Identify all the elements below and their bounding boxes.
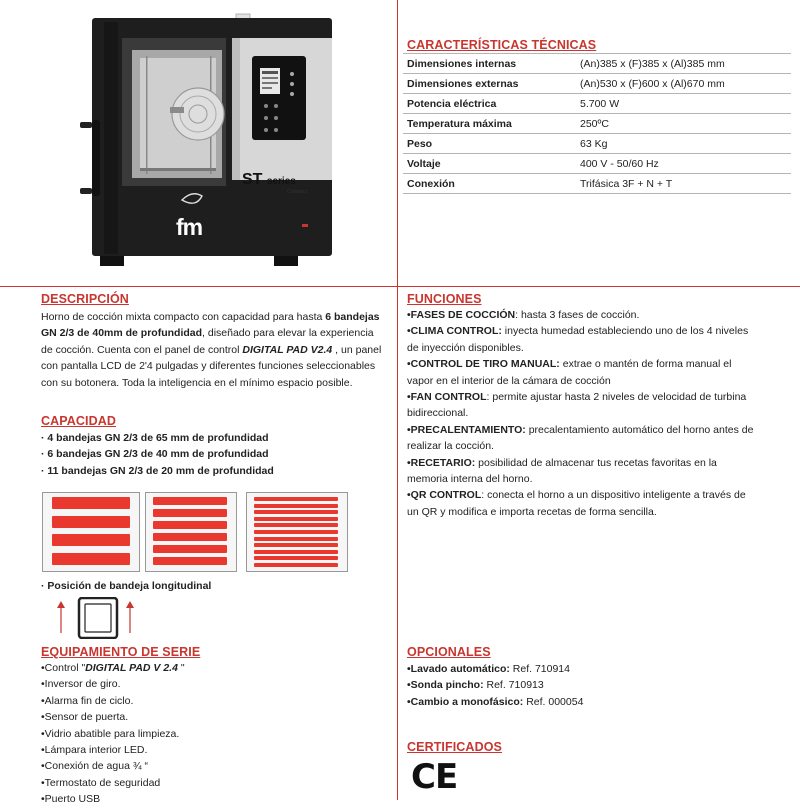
funciones-list	[407, 307, 757, 520]
spec-key: Voltaje	[403, 154, 576, 174]
spec-row	[403, 114, 791, 134]
tray	[254, 556, 338, 560]
funcion-item: •FASES DE COCCIÓN: hasta 3 fases de cocción.	[407, 309, 640, 321]
tray	[254, 563, 338, 567]
tray	[254, 517, 338, 521]
spec-value: Trifásica 3F + N + T	[576, 174, 791, 194]
funcion-item: •CONTROL DE TIRO MANUAL: extrae o mantén de forma manual el vapor en el interior de la cámara de cocción	[407, 358, 732, 387]
opcional-item: •Cambio a monofásico: Ref. 000054	[407, 695, 584, 708]
tray	[254, 523, 338, 527]
funcion-item: •CLIMA CONTROL: inyecta humedad estableciendo uno de los 4 niveles de inyección disponibles.	[407, 325, 749, 354]
descripcion-heading: DESCRIPCIÓN	[41, 292, 129, 306]
equipamiento-item: •Conexión de agua ¾ “	[41, 760, 148, 773]
certificados-heading: CERTIFICADOS	[407, 740, 502, 754]
ce-mark: CE	[411, 757, 458, 797]
tray	[254, 550, 338, 554]
equipamiento-item: •Inversor de giro.	[41, 678, 121, 691]
spec-value: 5.700 W	[576, 94, 791, 114]
funcion-item: •PRECALENTAMIENTO: precalentamiento automático del horno antes de realizar la cocción.	[407, 423, 754, 453]
tray	[254, 530, 338, 534]
tray	[52, 553, 130, 565]
equipamiento-item: •Sensor de puerta.	[41, 711, 129, 724]
spec-key: Conexión	[403, 174, 576, 194]
tray	[153, 545, 227, 553]
tray	[153, 557, 227, 565]
equipamiento-item: •Control "DIGITAL PAD V 2.4 "	[41, 662, 185, 674]
equipamiento-list	[41, 660, 185, 808]
series-sub-label: Compact	[287, 189, 308, 195]
tray	[52, 516, 130, 528]
capacidad-item: · 6 bandejas GN 2/3 de 40 mm de profundidad	[41, 448, 269, 461]
opcionales-heading: OPCIONALES	[407, 645, 491, 659]
spec-value: (An)385 x (F)385 x (Al)385 mm	[576, 54, 791, 74]
capacidad-item: · 4 bandejas GN 2/3 de 65 mm de profundidad	[41, 432, 269, 444]
funciones-heading: FUNCIONES	[407, 292, 482, 306]
capacidad-heading: CAPACIDAD	[41, 414, 116, 428]
spec-key: Temperatura máxima	[403, 114, 576, 134]
spec-value: 63 Kg	[576, 134, 791, 154]
tray	[153, 509, 227, 517]
capacidad-item: · 11 bandejas GN 2/3 de 20 mm de profundidad	[41, 464, 274, 477]
spec-row	[403, 174, 791, 194]
tray	[254, 510, 338, 514]
spec-row	[403, 54, 791, 74]
specs-heading: CARACTERÍSTICAS TÉCNICAS	[407, 38, 597, 52]
tray	[254, 543, 338, 547]
spec-key: Potencia eléctrica	[403, 94, 576, 114]
opcional-item: •Sonda pincho: Ref. 710913	[407, 679, 544, 692]
series-label: ST series	[242, 171, 296, 188]
spec-row	[403, 134, 791, 154]
equipamiento-item: •Vidrio abatible para limpieza.	[41, 727, 180, 740]
spec-value: 250ºC	[576, 114, 791, 134]
divider-vertical-bottom	[397, 287, 398, 800]
tray	[52, 497, 130, 509]
spec-row	[403, 74, 791, 94]
tray	[254, 497, 338, 501]
equipamiento-item: •Lámpara interior LED.	[41, 744, 148, 757]
opcionales-list	[407, 661, 583, 710]
equipamiento-item: •Puerto USB	[41, 793, 101, 806]
spec-key: Dimensiones externas	[403, 74, 576, 94]
tray	[153, 497, 227, 505]
tray	[254, 537, 338, 541]
tray-position-diagram	[52, 597, 142, 639]
equipamiento-item: •Termostato de seguridad	[41, 776, 161, 789]
posicion-label: · Posición de bandeja longitudinal	[41, 580, 212, 592]
equipamiento-item: •Alarma fin de ciclo.	[41, 694, 134, 707]
tray	[52, 534, 130, 546]
spec-key: Peso	[403, 134, 576, 154]
divider-horizontal	[0, 286, 800, 287]
spec-key: Dimensiones internas	[403, 54, 576, 74]
spec-row	[403, 154, 791, 174]
oven-illustration	[70, 10, 338, 272]
funcion-item: •RECETARIO: posibilidad de almacenar tus recetas favoritas en la memoria interna del horno.	[407, 456, 717, 486]
equipamiento-heading: EQUIPAMIENTO DE SERIE	[41, 645, 201, 659]
capacidad-list	[41, 430, 274, 479]
tray	[254, 504, 338, 508]
funcion-item: •FAN CONTROL: permite ajustar hasta 2 niveles de velocidad de turbina bidireccional.	[407, 391, 747, 420]
specs-table	[403, 53, 791, 194]
tray	[153, 521, 227, 529]
tray	[153, 533, 227, 541]
divider-vertical-top	[397, 0, 398, 286]
brand-logo: fm	[176, 214, 203, 240]
spec-row	[403, 94, 791, 114]
opcional-item: •Lavado automático: Ref. 710914	[407, 663, 570, 675]
spec-value: 400 V - 50/60 Hz	[576, 154, 791, 174]
funcion-item: •QR CONTROL: conecta el horno a un dispositivo inteligente a través de un QR y modifica e importa recetas de forma sencilla.	[407, 489, 746, 518]
descripcion-text: Horno de cocción mixta compacto con capacidad para hasta 6 bandejas GN 2/3 de 40mm de profundidad, diseñado para elevar la experiencia de cocción. Cuenta con el panel de control DIGITAL PAD V2.4 , un panel con pantalla LCD de 2'4 pulgadas y diferentes funciones seleccionables con su botonera. Toda la inteligencia en el mínimo espacio posible.	[41, 311, 382, 389]
spec-value: (An)530 x (F)600 x (Al)670 mm	[576, 74, 791, 94]
